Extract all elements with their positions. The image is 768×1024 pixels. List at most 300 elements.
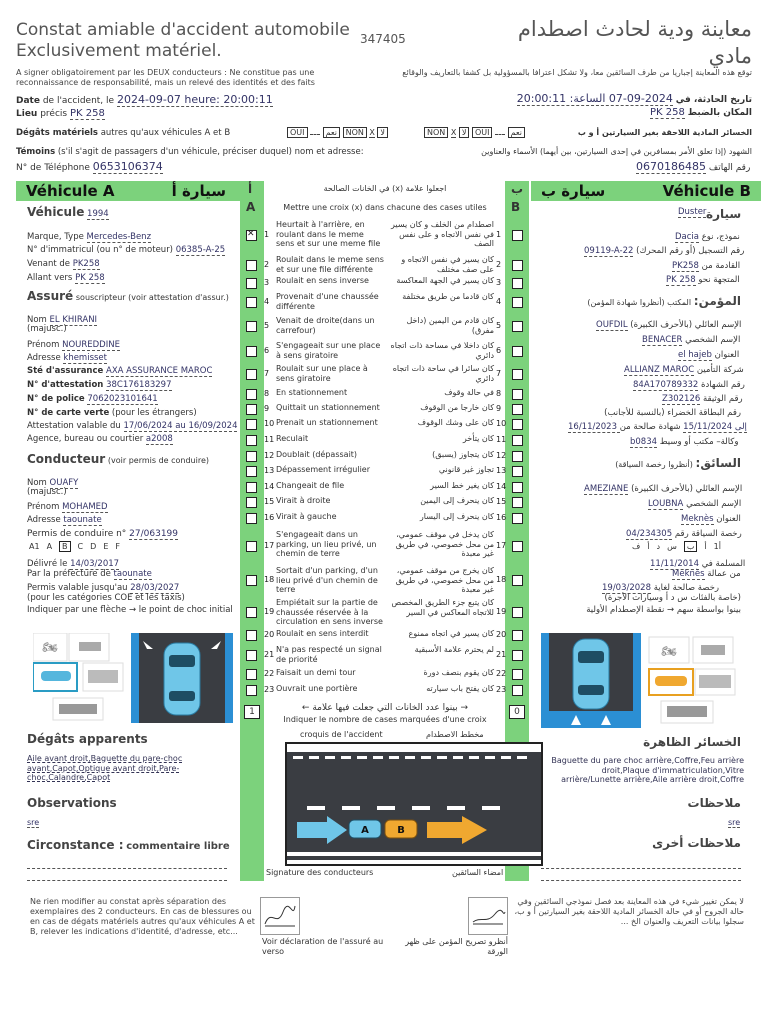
veh-a-cadresse-label: Adresse	[27, 515, 61, 525]
oui-ar-box: نعم	[323, 127, 340, 138]
veh-b-allant-label: المتجهة نحو	[698, 275, 740, 285]
checkbox-b-11[interactable]	[512, 435, 523, 446]
veh-b-delivre-row	[650, 559, 745, 569]
veh-a-prenom-row	[27, 340, 120, 350]
veh-a-degats-value[interactable]: Aile avant droit,Baguette du pare-choc avant,Capot,Optique avant droit,Pare-choc,Calandre,Capot	[27, 754, 183, 782]
veh-a-prefecture-label: Par la préfecture de	[27, 569, 111, 579]
veh-a-circ-sub: commentaire libre	[126, 841, 230, 852]
circ-num-ar-5: 5	[496, 321, 502, 330]
circ-fr-18: Sortait d'un parking, d'un lieu privé d'un chemin de terre	[276, 566, 378, 594]
circ-fr-14: Changeait de file	[276, 481, 345, 490]
circ-num-ar-12: 12	[496, 451, 507, 460]
checkbox-b-19[interactable]	[512, 607, 523, 618]
date-value[interactable]: 2024-09-07 heure: 20:00:11	[116, 93, 273, 106]
veh-a-cprenom-value[interactable]: MOHAMED	[62, 502, 108, 512]
veh-b-police-row	[662, 394, 743, 404]
veh-a-delivre-value[interactable]: 14/03/2017	[70, 559, 120, 569]
circ-ar-1: اصطدام من الخلف و كان يسير في نفس الاتجاه و على نفس الصف	[391, 220, 494, 248]
checkbox-b-18[interactable]	[512, 575, 523, 586]
circ-num-17: 17	[264, 541, 275, 550]
circ-num-ar-1: 1	[496, 230, 502, 239]
veh-b-marque-row	[675, 232, 740, 242]
veh-b-police-value[interactable]: Z302126	[662, 394, 701, 404]
veh-b-categories	[632, 541, 728, 552]
veh-a-prefecture-value[interactable]: taounate	[113, 569, 152, 579]
circ-num-9: 9	[264, 404, 270, 413]
checkbox-a-4[interactable]	[246, 297, 257, 308]
sig-ar: امضاء السائقين	[452, 868, 504, 877]
veh-b-obs-title: ملاحظات	[687, 796, 741, 810]
circ-ar-9: كان خارجا من الوقوف	[420, 403, 494, 412]
count-arrow-left: ←	[301, 703, 310, 713]
veh-a-nom-value[interactable]: EL KHIRANI	[49, 315, 98, 325]
date-row-ar	[517, 92, 752, 105]
veh-a-valable-value[interactable]: 17/06/2024 au 16/09/2024	[123, 421, 238, 431]
checkbox-b-4[interactable]	[512, 297, 523, 308]
veh-b-circ-line2	[541, 880, 741, 882]
label-a: A	[246, 200, 256, 214]
checkbox-a-10[interactable]	[246, 419, 257, 430]
veh-b-attest-row	[633, 380, 745, 390]
veh-b-ste-label: شركة التأمين	[696, 365, 744, 375]
veh-a-immat-value[interactable]: 06385-A-25	[175, 245, 226, 255]
circ-fr-23: Ouvrait une portière	[276, 684, 358, 693]
veh-b-immat-label: رقم التسجيل (أو رقم المحرك)	[636, 246, 745, 256]
circ-ar-12: كان يتجاوز (يسبق)	[432, 450, 494, 459]
checkbox-a-7[interactable]	[246, 369, 257, 380]
category-catsA-2[interactable]: B	[59, 541, 71, 552]
circ-num-4: 4	[264, 297, 270, 306]
vehicle-a-title-ar: سيارة أ	[171, 182, 226, 200]
veh-b-diagram[interactable]	[541, 633, 741, 728]
count-fr: Indiquer le nombre de cases marquées d'une croix	[283, 715, 487, 724]
label-b-ar: ب	[511, 182, 524, 196]
veh-b-nom-row	[596, 320, 741, 330]
veh-b-cond-sub: (أنظروا رخصة السياقة)	[615, 460, 693, 469]
veh-b-immat-row	[584, 246, 744, 256]
veh-b-model-value[interactable]: Duster	[678, 207, 707, 217]
checkbox-b-7[interactable]	[512, 369, 523, 380]
veh-a-obs-value[interactable]: sre	[27, 818, 40, 827]
tel-ar-label: رقم الهاتف	[708, 163, 751, 173]
veh-b-ste-row	[624, 365, 744, 375]
checkbox-a-1[interactable]	[246, 230, 257, 241]
sig-fr: Signature des conducteurs	[266, 868, 374, 877]
veh-b-agence-value[interactable]: b0834	[630, 437, 658, 447]
circ-num-2: 2	[264, 260, 270, 269]
circ-num-ar-13: 13	[496, 466, 507, 475]
date-ar-label: تاريخ الحادثة، في	[675, 95, 752, 105]
title-fr-line1: Constat amiable d'accident automobile	[16, 20, 350, 40]
checkbox-b-15[interactable]	[512, 497, 523, 508]
category-catsB-5[interactable]: أ	[647, 542, 650, 551]
circ-num-16: 16	[264, 513, 275, 522]
circ-num-13: 13	[264, 466, 275, 475]
oui-ar-box-b: نعم	[508, 127, 525, 138]
veh-b-adresse-value[interactable]: el hajeb	[678, 350, 712, 360]
veh-a-assure-sub: souscripteur (voir attestation d'assur.)	[75, 293, 229, 302]
circ-ar-8: في حالة وقوف	[444, 388, 494, 397]
veh-b-cats-note: (خاصة بالفئات س د أ وسيارات الأجرة)	[604, 593, 741, 603]
veh-a-vehicule-label: Véhicule	[27, 205, 85, 219]
veh-b-prenom-row	[642, 335, 740, 345]
count-a[interactable]: 1	[244, 705, 260, 719]
veh-a-year[interactable]: 1994	[87, 209, 109, 219]
veh-a-categories	[29, 541, 127, 552]
signature-b[interactable]	[468, 897, 508, 935]
checkbox-a-17[interactable]	[246, 541, 257, 552]
veh-a-allant-row	[27, 273, 105, 283]
checkbox-a-8[interactable]	[246, 389, 257, 400]
non-mark-b: X	[450, 128, 457, 137]
veh-a-immat-row	[27, 245, 225, 255]
checkbox-b-21[interactable]	[512, 650, 523, 661]
circ-num-ar-16: 16	[496, 513, 507, 522]
circ-ar-14: كان يغير خط السير	[430, 481, 494, 490]
checkbox-a-19[interactable]	[246, 607, 257, 618]
checkbox-a-14[interactable]	[246, 482, 257, 493]
checkbox-a-21[interactable]	[246, 650, 257, 661]
circ-num-21: 21	[264, 650, 275, 659]
circ-num-23: 23	[264, 685, 275, 694]
lieu-ar-label: المكان بالضبط	[687, 108, 752, 118]
circ-num-ar-2: 2	[496, 260, 502, 269]
checkbox-a-16[interactable]	[246, 513, 257, 524]
veh-a-adresse-label: Adresse	[27, 353, 61, 363]
veh-a-allant-label: Allant vers	[27, 273, 73, 283]
veh-b-immat-value[interactable]: 09119-A-22	[584, 246, 634, 256]
veh-a-prefecture-row	[27, 569, 152, 579]
veh-a-permis-valable-value[interactable]: 28/03/2027	[130, 583, 180, 593]
circ-num-19: 19	[264, 607, 275, 616]
veh-a-adresse-value[interactable]: khemisset	[63, 353, 107, 363]
veh-a-carte-rest: (pour les étrangers)	[111, 408, 197, 418]
verso-ar: أنظرو تصريح المؤمن على ظهر الورقة	[405, 937, 508, 956]
oui-blank	[310, 134, 320, 135]
veh-b-valable-value[interactable]: 16/11/2023 إلى 15/11/2024	[568, 422, 747, 432]
oui-box-b[interactable]: OUI	[472, 127, 493, 138]
checkbox-b-5[interactable]	[512, 321, 523, 332]
veh-a-agence-label: Agence, bureau ou courtier	[27, 434, 144, 444]
veh-a-cnom-row	[27, 479, 78, 497]
count-ar	[268, 703, 502, 713]
circ-ar-5: كان قادم من اليمين (داخل مفرق)	[406, 316, 494, 335]
circ-head-ar: اجعلوا علامة (x) في الخانات الصالحة	[323, 184, 447, 193]
checkbox-b-16[interactable]	[512, 513, 523, 524]
tel-label: N° de Téléphone	[16, 163, 90, 173]
veh-b-venant-label: القادمة من	[701, 261, 741, 271]
checkbox-b-22[interactable]	[512, 669, 523, 680]
circ-num-7: 7	[264, 369, 270, 378]
circ-ar-22: كان يقوم بنصف دورة	[423, 668, 494, 677]
circ-num-15: 15	[264, 497, 275, 506]
date-ar-value[interactable]: 2024-09-07 الساعة: 20:00:11	[516, 92, 673, 105]
veh-b-prefecture-value[interactable]: Meknès	[672, 569, 705, 579]
veh-b-prefecture-row	[672, 569, 741, 579]
veh-a-ste-value[interactable]: AXA ASSURANCE MAROC	[106, 366, 213, 376]
veh-b-ste-value[interactable]: ALLIANZ MAROC	[624, 365, 695, 375]
checkbox-a-18[interactable]	[246, 575, 257, 586]
veh-b-cond-title: السائق:	[695, 456, 741, 470]
circ-num-ar-20: 20	[496, 630, 507, 639]
veh-b-delivre-value[interactable]: 11/11/2014	[650, 559, 699, 569]
veh-a-delivre-label: Délivré le	[27, 559, 68, 569]
veh-b-cadresse-value[interactable]: Meknès	[681, 514, 714, 524]
veh-b-nom-label: الإسم العائلي (بالأحرف الكبيرة)	[630, 320, 742, 330]
veh-b-nom-value[interactable]: OUFDIL	[596, 320, 628, 330]
veh-a-permis-value[interactable]: 27/063199	[129, 529, 179, 539]
veh-b-agence-row	[630, 437, 738, 447]
non-box[interactable]: NON	[343, 127, 367, 138]
svg-text:B: B	[397, 825, 405, 836]
veh-b-obs-value[interactable]: sre	[728, 818, 741, 827]
category-catsB-2[interactable]: ب	[684, 541, 698, 552]
oui-box[interactable]: OUI	[287, 127, 308, 138]
circ-fr-22: Faisait un demi tour	[276, 668, 356, 677]
checkbox-a-2[interactable]	[246, 260, 257, 271]
circ-fr-15: Virait à droite	[276, 496, 331, 505]
lieu-label-rest: précis	[40, 109, 68, 119]
temoins-rest: (s'il s'agit de passagers d'un véhicule, préciser duquel) nom et adresse:	[57, 147, 364, 157]
degats-ar: الخسائر المادية اللاحقة بغير السيارتين أ و ب	[577, 128, 752, 137]
circ-fr-19: Empiétait sur la partie de chaussée réservée à la circulation en sens inverse	[276, 598, 383, 626]
circ-ar-23: كان يفتح باب سيارته	[426, 684, 494, 693]
svg-text:🏍: 🏍	[42, 640, 58, 654]
category-catsA-5[interactable]: E	[103, 542, 109, 551]
checkbox-a-15[interactable]	[246, 497, 257, 508]
veh-b-cadresse-label: العنوان	[716, 514, 741, 524]
category-catsB-6[interactable]: ف	[632, 542, 641, 551]
veh-a-marque-label: Marque, Type	[27, 232, 84, 242]
veh-a-police-label: N° de police	[27, 394, 85, 404]
veh-b-permis-valable-value[interactable]: 19/03/2028	[602, 583, 651, 593]
circ-fr-12: Doublait (dépassait)	[276, 450, 358, 459]
circ-ar-13: تجاوز غير قانوني	[438, 465, 494, 474]
veh-a-cadresse-value[interactable]: taounate	[63, 515, 102, 525]
veh-b-permis-label: رخصة السياقة رقم	[674, 529, 742, 539]
veh-a-delivre-row	[27, 559, 119, 569]
checkbox-b-23[interactable]	[512, 685, 523, 696]
veh-b-degats-title: الخسائر الظاهرة	[643, 735, 741, 749]
veh-a-attest-label: N° d'attestation	[27, 380, 104, 390]
label-b: B	[511, 200, 521, 214]
accident-sketch[interactable]	[285, 742, 543, 866]
veh-a-prenom-label: Prénom	[27, 340, 60, 350]
veh-a-attest-row	[27, 380, 172, 390]
degats-rest: autres qu'aux véhicules A et B	[100, 128, 231, 138]
circ-ar-3: كان يسير في الجهة المعاكسة	[396, 276, 494, 285]
circ-fr-6: S'engageait sur une place à sens giratoire	[276, 341, 381, 360]
veh-a-diagram[interactable]	[33, 633, 233, 723]
vehicle-b-title: Véhicule B	[662, 182, 751, 200]
veh-a-venant-value[interactable]: PK258	[72, 259, 100, 269]
veh-b-cadresse-row	[681, 514, 741, 524]
circ-ar-7: كان سائرا في ساحة ذات اتجاه دائري	[392, 364, 494, 383]
circ-num-20: 20	[264, 630, 275, 639]
lieu-row-ar	[650, 107, 752, 118]
lieu-value[interactable]: PK 258	[69, 108, 105, 119]
veh-a-permis-label: Permis de conduire n°	[27, 529, 127, 539]
checkbox-b-10[interactable]	[512, 419, 523, 430]
veh-b-marque-value[interactable]: Dacia	[675, 232, 699, 242]
veh-a-agence-value[interactable]: a2008	[145, 434, 173, 444]
circ-num-1: 1	[264, 230, 270, 239]
veh-a-circ-line2	[27, 880, 227, 882]
veh-b-conducteur	[615, 456, 741, 470]
category-catsA-4[interactable]: D	[90, 542, 97, 551]
non-box-b[interactable]: NON	[424, 127, 448, 138]
veh-a-allant-value[interactable]: PK 258	[75, 273, 105, 283]
croquis-fr: croquis de l'accident	[300, 730, 383, 739]
checkbox-b-12[interactable]	[512, 451, 523, 462]
checkbox-b-17[interactable]	[512, 541, 523, 552]
veh-b-adresse-row	[678, 350, 739, 360]
veh-a-circ-title: Circonstance :	[27, 838, 124, 852]
veh-b-cprenom-value[interactable]: LOUBNA	[648, 499, 684, 509]
tel-ar-value[interactable]: 0670186485	[636, 160, 706, 173]
category-catsA-0[interactable]: A1	[29, 542, 40, 551]
category-catsB-3[interactable]: س	[667, 542, 677, 551]
checkbox-b-14[interactable]	[512, 482, 523, 493]
veh-b-permis-value[interactable]: 04/234305	[626, 529, 673, 539]
circ-fr-9: Quittait un stationnement	[276, 403, 380, 412]
circ-num-ar-9: 9	[496, 404, 502, 413]
circ-num-ar-6: 6	[496, 346, 502, 355]
tel-row-ar	[636, 160, 750, 173]
category-catsA-6[interactable]: F	[115, 542, 120, 551]
circ-fr-7: Roulait sur une place à sens giratoire	[276, 364, 368, 383]
veh-a-choc-label: Indiquer par une flèche → le point de choc initial	[27, 605, 233, 615]
veh-b-allant-value[interactable]: PK 258	[666, 275, 696, 285]
veh-b-attest-value[interactable]: 84A170789332	[633, 380, 699, 390]
degats-choice-left	[287, 127, 388, 138]
veh-b-assure-sub: المكتب (أنظروا شهادة المؤمن)	[587, 298, 692, 307]
checkbox-b-8[interactable]	[512, 389, 523, 400]
veh-b-attest-label: رقم الشهادة	[701, 380, 745, 390]
veh-a-permis-valable-label: Permis valable jusqu'au	[27, 583, 128, 593]
circ-fr-8: En stationnement	[276, 388, 348, 397]
veh-a-attest-value[interactable]: 38C176183297	[106, 380, 172, 390]
circ-fr-4: Provenait d'une chaussée différente	[276, 292, 379, 311]
category-catsA-1[interactable]: A	[46, 542, 53, 551]
veh-a-cmajusc: (majusc.)	[27, 487, 67, 497]
category-catsB-0[interactable]: أ1	[713, 542, 721, 551]
lieu-label: Lieu	[16, 109, 38, 119]
checkbox-b-3[interactable]	[512, 278, 523, 289]
veh-a-vehicule	[27, 205, 109, 219]
circ-num-22: 22	[264, 669, 275, 678]
vehicle-b-title-ar: سيارة ب	[541, 182, 606, 200]
veh-b-assure	[587, 294, 741, 308]
veh-b-venant-row	[672, 261, 740, 271]
tel-value[interactable]: 0653106374	[92, 160, 163, 173]
count-b[interactable]: 0	[509, 705, 525, 719]
veh-b-circ-title: ملاحظات أخرى	[652, 836, 741, 850]
checkbox-a-3[interactable]	[246, 278, 257, 289]
checkbox-a-22[interactable]	[246, 669, 257, 680]
veh-a-police-row	[27, 394, 158, 404]
checkbox-a-5[interactable]	[246, 321, 257, 332]
checkbox-b-2[interactable]	[512, 260, 523, 271]
circ-ar-2: كان يسير في نفس الاتجاه و على صف مختلف	[401, 255, 494, 274]
lieu-row	[16, 108, 105, 119]
circ-num-ar-17: 17	[496, 541, 507, 550]
checkbox-a-11[interactable]	[246, 435, 257, 446]
veh-b-venant-value[interactable]: PK258	[672, 261, 699, 271]
circ-num-ar-14: 14	[496, 482, 507, 491]
category-catsA-3[interactable]: C	[77, 542, 84, 551]
checkbox-b-9[interactable]	[512, 404, 523, 415]
checkbox-a-13[interactable]	[246, 466, 257, 477]
vehicle-a-title: Véhicule A	[26, 182, 115, 200]
circ-ar-11: كان يتأخر	[462, 434, 494, 443]
veh-a-carte-label: N° de carte verte	[27, 408, 110, 418]
veh-a-cprenom-row	[27, 502, 108, 512]
veh-a-prenom-value[interactable]: NOUREDDINE	[62, 340, 120, 350]
temoins-label: Témoins	[16, 147, 56, 157]
veh-a-cnom-value[interactable]: OUAFY	[49, 478, 79, 488]
croquis-ar: مخطط الاصطدام	[426, 730, 484, 739]
signature-a[interactable]	[260, 897, 300, 935]
veh-b-permis-valable-row	[602, 583, 719, 593]
svg-text:A: A	[361, 825, 369, 836]
checkbox-a-12[interactable]	[246, 451, 257, 462]
checkbox-b-1[interactable]	[512, 230, 523, 241]
circ-num-ar-23: 23	[496, 685, 507, 694]
veh-b-cprenom-row	[648, 499, 741, 509]
category-catsB-4[interactable]: د	[656, 542, 661, 551]
circ-num-ar-21: 21	[496, 650, 507, 659]
veh-b-degats-value[interactable]: Baguette du pare choc arrière,Coffre,Feu arrière droit,Plaque d'immatriculation,Vitre arrière/Lunette arrière,Aile arrière droit,Coffre	[551, 756, 744, 784]
count-ar-text: بينوا عدد الخانات التي جعلت فيها علامة	[312, 703, 458, 713]
veh-a-cprenom-label: Prénom	[27, 502, 60, 512]
checkbox-b-20[interactable]	[512, 630, 523, 641]
checkbox-a-20[interactable]	[246, 630, 257, 641]
veh-b-adresse-label: العنوان	[714, 350, 740, 360]
circ-ar-18: كان يخرج من موقف عمومي، من محل خصوصي، في طريق غير معبدة	[395, 566, 494, 594]
count-arrow-right: →	[460, 703, 469, 713]
veh-a-police-value[interactable]: 7062023101641	[87, 394, 158, 404]
circ-ar-19: كان يتبع جزء الطريق المخصص للاتجاه المعاكس في السير	[391, 598, 494, 617]
circ-fr-16: Virait à gauche	[276, 512, 337, 521]
veh-a-marque-value[interactable]: Mercedes-Benz	[86, 232, 152, 242]
lieu-ar-value[interactable]: PK 258	[650, 107, 685, 118]
temoins-ar: الشهود (إذا تعلق الأمر بمسافرين في إحدى السيارتين، بين أيهما) الأسماء والعناوين	[481, 147, 752, 156]
veh-b-prenom-value[interactable]: BENACER	[642, 335, 683, 345]
veh-a-immat-label: N° d'immatricul (ou n° de moteur)	[27, 245, 173, 255]
category-catsB-1[interactable]: أ	[704, 542, 707, 551]
circ-num-ar-19: 19	[496, 607, 507, 616]
circ-num-3: 3	[264, 278, 270, 287]
circ-ar-4: كان قادما من طريق مختلفة	[402, 292, 494, 301]
circ-ar-16: كان ينحرف إلى اليسار	[419, 512, 494, 521]
notice-ar: توقع هذه المعاينة إجباريا من طرف السائقين معا، ولا تشكل اعترافا بالمسؤولية بل كشفا بالتعاريف والوقائع	[402, 68, 752, 77]
veh-a-cond-title: Conducteur	[27, 452, 106, 466]
checkbox-b-13[interactable]	[512, 466, 523, 477]
veh-b-permis-row	[626, 529, 742, 539]
tel-row	[16, 160, 163, 173]
veh-b-valable-label: شهادة صالحة من	[619, 422, 681, 432]
circ-num-12: 12	[264, 451, 275, 460]
veh-b-cnom-value[interactable]: AMEZIANE	[584, 484, 629, 494]
checkbox-a-23[interactable]	[246, 685, 257, 696]
checkbox-b-6[interactable]	[512, 346, 523, 357]
notice-fr: A signer obligatoirement par les DEUX conducteurs : Ne constitue pas une reconnaissance de responsabilité, mais un relevé des identités et des faits	[16, 68, 315, 87]
checkbox-a-6[interactable]	[246, 346, 257, 357]
veh-a-marque-row	[27, 232, 151, 242]
checkbox-a-9[interactable]	[246, 404, 257, 415]
circ-fr-11: Reculait	[276, 434, 309, 443]
